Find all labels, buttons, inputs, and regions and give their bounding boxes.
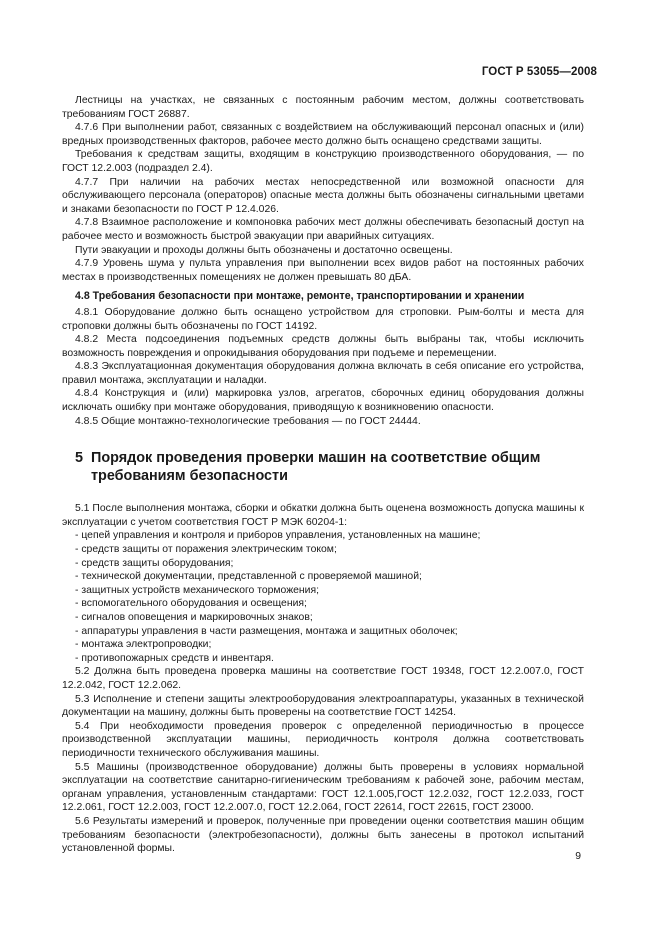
- paragraph-4-8-4: 4.8.4 Конструкция и (или) маркировка узлов, агрегатов, сборочных единиц оборудования должны исключать ошибку при монтаже оборудования, приводящую к возникновению опасности.: [62, 388, 584, 414]
- paragraph-4-7-6: 4.7.6 При выполнении работ, связанных с воздействием на обслуживающий персонал опасных и (или) вредных производственных факторов, рабочее место должно быть оснащено средствами защиты.: [62, 122, 584, 147]
- list-item: - аппаратуры управления в части размещения, монтажа и защитных оболочек;: [75, 625, 458, 637]
- section-title-line-1: Порядок проведения проверки машин на соответствие общим: [91, 450, 541, 467]
- section-title-line-2: требованиям безопасности: [91, 468, 288, 485]
- list-item: - средств защиты оборудования;: [75, 557, 234, 569]
- list-item: - противопожарных средств и инвентаря.: [75, 652, 274, 664]
- list-item: - средств защиты от поражения электрическим током;: [75, 544, 337, 556]
- paragraph-4-7-7: 4.7.7 При наличии на рабочих местах непосредственной или возможной опасности для обслуживающего персонала (операторов) опасные места должны быть обозначены сигнальными цветами и знаками безопасности по ГОСТ Р 12.4.026.: [62, 176, 584, 215]
- subsection-heading-4-8: 4.8 Требования безопасности при монтаже, ремонте, транспортировании и хранении: [75, 290, 525, 303]
- page-number: 9: [575, 851, 581, 862]
- list-item: - сигналов оповещения и маркировочных знаков;: [75, 612, 313, 623]
- paragraph-5-2: 5.2 Должна быть проведена проверка машины на соответствие ГОСТ 19348, ГОСТ 12.2.007.0, ГОСТ 12.2.042, ГОСТ 12.2.062.: [62, 666, 584, 691]
- paragraph: Пути эвакуации и проходы должны быть обозначены и достаточно освещены.: [75, 244, 453, 256]
- paragraph-4-8-3: 4.8.3 Эксплуатационная документация оборудования должна включать в себя описание его устройства, правил монтажа, эксплуатации и наладки.: [62, 361, 584, 386]
- paragraph: Лестницы на участках, не связанных с постоянным рабочим местом, должны соответствовать требованиям ГОСТ 26887.: [62, 95, 584, 120]
- paragraph-5-3: 5.3 Исполнение и степени защиты электрооборудования электроаппаратуры, указанных в технической документации на машину, должны быть проверены на соответствие ГОСТ 14254.: [62, 693, 584, 719]
- document-id-header: ГОСТ Р 53055—2008: [481, 66, 597, 78]
- paragraph-5-5: 5.5 Машины (производственное оборудование) должны быть проверены в условиях нормальной эксплуатации на соответствие санитарно-гигиеническим требованиям к рабочей зоне, рабочим местам, органам управления, установленным стандартами: ГОСТ 12.1.005,ГОСТ 12.2.032, ГОСТ 12.2.033, ГОСТ 12.2.061, ГОСТ 12.2.003, ГОСТ 12.2.007.0, ГОСТ 12.2.064, ГОСТ 22614, ГОСТ 22615, ГОСТ 23000.: [62, 761, 584, 814]
- list-item: - технической документации, представленной с проверяемой машиной;: [75, 571, 422, 583]
- list-item: - защитных устройств механического торможения;: [75, 584, 319, 596]
- paragraph-4-8-5: 4.8.5 Общие монтажно-технологические требования — по ГОСТ 24444.: [75, 415, 421, 427]
- paragraph-4-8-2: 4.8.2 Места подсоединения подъемных средств должны быть выбраны так, чтобы исключить возможность повреждения и опрокидывания оборудования при подъеме и перемещении.: [62, 334, 584, 359]
- paragraph-5-4: 5.4 При необходимости проведения проверок с определенной периодичностью в процессе производственной эксплуатации машины, периодичность контроля должна соответствовать периодичности технического обслуживания машины.: [62, 720, 584, 759]
- paragraph-4-7-8: 4.7.8 Взаимное расположение и компоновка рабочих мест должны обеспечивать безопасный доступ на рабочее место и возможность быстрой эвакуации при аварийных ситуациях.: [62, 217, 584, 242]
- list-item: - вспомогательного оборудования и освещения;: [75, 598, 307, 610]
- list-item: - монтажа электропроводки;: [75, 639, 212, 651]
- paragraph-5-1: 5.1 После выполнения монтажа, сборки и обкатки должна быть оценена возможность допуска машины к эксплуатации с учетом соответствия ГОСТ Р МЭК 60204-1:: [62, 503, 584, 528]
- section-heading-5: [62, 449, 584, 485]
- document-body: [62, 94, 584, 856]
- paragraph: Требования к средствам защиты, входящим в конструкцию производственного оборудования, — по ГОСТ 12.2.003 (подраздел 2.4).: [62, 149, 584, 174]
- section-number: 5: [75, 450, 84, 467]
- paragraph-4-8-1: 4.8.1 Оборудование должно быть оснащено устройством для строповки. Рым-болты и места для строповки должны быть обозначены по ГОСТ 14192.: [62, 306, 584, 332]
- paragraph-5-6: 5.6 Результаты измерений и проверок, полученные при проведении оценки соответствия машин общим требованиям безопасности (электробезопасности), должны быть занесены в протокол испытаний установленной формы.: [62, 815, 584, 855]
- paragraph-4-7-9: 4.7.9 Уровень шума у пульта управления при выполнении всех видов работ на постоянных рабочих местах в производственных помещениях не должен превышать 80 дБА.: [62, 258, 584, 283]
- list-item: - цепей управления и контроля и приборов управления, установленных на машине;: [75, 530, 481, 542]
